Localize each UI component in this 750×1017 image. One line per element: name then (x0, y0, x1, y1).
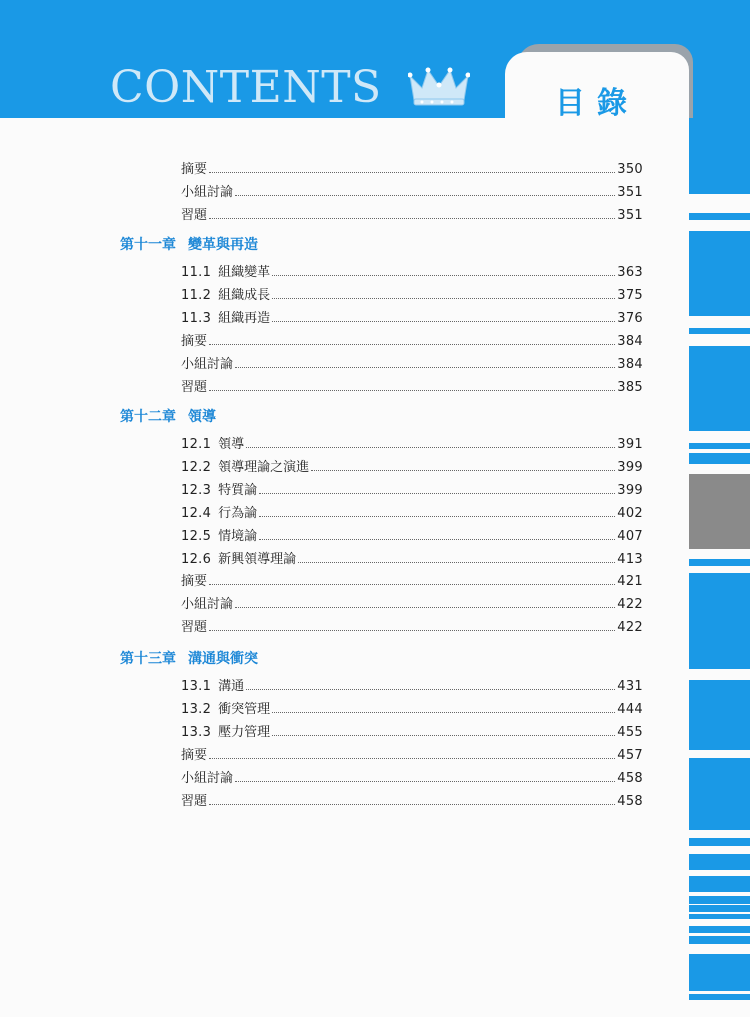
index-stripe (689, 936, 750, 944)
index-stripe (689, 758, 750, 830)
toc-entry[interactable] (181, 767, 643, 787)
entry-title: 壓力管理 (218, 724, 271, 740)
page-number: 457 (617, 747, 643, 763)
index-stripe (689, 994, 750, 1000)
dot-leader (259, 502, 615, 517)
index-stripe (689, 680, 750, 750)
index-stripe (689, 231, 750, 316)
page-number: 399 (617, 459, 643, 475)
toc-entry[interactable] (181, 744, 643, 764)
entry-title: 小組討論 (181, 770, 234, 786)
toc-entry[interactable] (181, 376, 643, 396)
index-stripe (689, 876, 750, 892)
toc-entry[interactable] (181, 570, 643, 590)
index-stripe (689, 905, 750, 912)
entry-title: 衝突管理 (218, 701, 271, 717)
section-number: 13.3 (181, 724, 212, 740)
entry-title: 領導理論之演進 (218, 459, 310, 475)
entry-title: 領導 (218, 437, 245, 452)
dot-leader (235, 353, 615, 368)
index-stripe (689, 974, 750, 991)
toc-entry[interactable] (181, 616, 643, 636)
entry-title: 習題 (181, 793, 208, 809)
dot-leader (209, 204, 615, 219)
page-number: 431 (617, 679, 643, 694)
index-stripe (689, 926, 750, 933)
index-stripe (689, 964, 750, 974)
dot-leader (272, 721, 615, 736)
index-stripe (689, 346, 750, 431)
section-number: 12.6 (181, 551, 212, 567)
entry-title: 組織變革 (218, 265, 271, 280)
section-number: 11.3 (181, 310, 212, 326)
chapter-number: 第十一章 (120, 237, 176, 253)
contents-heading: CONTENTS (110, 62, 382, 113)
page-number: 455 (617, 724, 643, 740)
entry-title: 小組討論 (181, 356, 234, 372)
side-index-stripes (689, 118, 750, 1017)
chapter-title: 溝通與衝突 (188, 651, 258, 667)
index-stripe (689, 838, 750, 846)
page-number: 458 (617, 770, 643, 786)
toc-entry[interactable] (181, 675, 643, 695)
chapter-title: 變革與再造 (188, 237, 258, 253)
dot-leader (246, 433, 615, 448)
page-number: 421 (617, 574, 643, 590)
page-number: 391 (617, 437, 643, 452)
section-number: 13.1 (181, 679, 212, 694)
dot-leader (209, 744, 615, 759)
entry-title: 摘要 (181, 574, 208, 590)
toc-entry[interactable] (181, 479, 643, 499)
index-stripe (689, 573, 750, 663)
page-number: 407 (617, 528, 643, 544)
entry-title: 摘要 (181, 747, 208, 763)
index-stripe (689, 954, 750, 964)
dot-leader (298, 548, 615, 563)
toc-entry[interactable] (181, 433, 643, 453)
toc-entry[interactable] (181, 548, 643, 568)
page-number: 385 (617, 379, 643, 395)
page-number: 363 (617, 265, 643, 280)
section-number: 11.2 (181, 287, 212, 303)
dot-leader (235, 767, 615, 782)
index-stripe (689, 559, 750, 566)
page-number: 402 (617, 505, 643, 521)
chapter-heading[interactable] (120, 406, 216, 428)
dot-leader (272, 698, 615, 713)
chapter-number: 第十三章 (120, 651, 176, 667)
dot-leader (246, 675, 615, 690)
section-number: 12.3 (181, 482, 212, 498)
page-number: 422 (617, 620, 643, 636)
entry-title: 小組討論 (181, 184, 234, 200)
index-stripe (689, 854, 750, 870)
dot-leader (272, 261, 615, 276)
toc-entry[interactable] (181, 204, 643, 224)
page-number: 422 (617, 597, 643, 613)
entry-title: 摘要 (181, 162, 208, 177)
page-number: 413 (617, 551, 643, 567)
entry-title: 習題 (181, 207, 208, 223)
dot-leader (272, 284, 615, 299)
dot-leader (209, 330, 615, 345)
page-number: 350 (617, 162, 643, 177)
entry-title: 行為論 (218, 505, 258, 521)
entry-title: 特質論 (218, 482, 258, 498)
dot-leader (209, 158, 615, 173)
dot-leader (235, 593, 615, 608)
entry-title: 摘要 (181, 333, 208, 349)
page-number: 458 (617, 793, 643, 809)
dot-leader (209, 790, 615, 805)
chapter-heading[interactable] (120, 234, 258, 256)
entry-title: 新興領導理論 (218, 551, 297, 567)
toc-entry[interactable] (181, 456, 643, 476)
toc-entry[interactable] (181, 721, 643, 741)
index-stripe (689, 443, 750, 449)
chapter-heading[interactable] (120, 648, 258, 670)
entry-title: 習題 (181, 620, 208, 636)
entry-title: 小組討論 (181, 597, 234, 613)
page-title: 目錄 (555, 86, 639, 121)
page-number: 384 (617, 333, 643, 349)
toc-entry[interactable] (181, 330, 643, 350)
page-number: 399 (617, 482, 643, 498)
toc-entry[interactable] (181, 698, 643, 718)
section-number: 12.5 (181, 528, 212, 544)
toc-entry[interactable] (181, 307, 643, 327)
dot-leader (311, 456, 615, 471)
index-stripe (689, 663, 750, 669)
toc-entry[interactable] (181, 593, 643, 613)
dot-leader (259, 479, 615, 494)
dot-leader (209, 570, 615, 585)
dot-leader (272, 307, 615, 322)
entry-title: 溝通 (218, 679, 245, 694)
section-number: 12.1 (181, 437, 212, 452)
index-stripe (689, 474, 750, 549)
dot-leader (209, 376, 615, 391)
dot-leader (235, 181, 615, 196)
toc-entry[interactable] (181, 158, 643, 178)
toc-entry[interactable] (181, 284, 643, 304)
chapter-number: 第十二章 (120, 409, 176, 425)
toc-entry[interactable] (181, 502, 643, 522)
index-stripe (689, 896, 750, 904)
toc-entry[interactable] (181, 353, 643, 373)
entry-title: 組織再造 (218, 310, 271, 326)
section-number: 11.1 (181, 265, 212, 280)
entry-title: 情境論 (218, 528, 258, 544)
toc-entry[interactable] (181, 525, 643, 545)
crown-icon (408, 66, 470, 108)
page-number: 351 (617, 184, 643, 200)
section-number: 12.2 (181, 459, 212, 475)
page-number: 384 (617, 356, 643, 372)
chapter-title: 領導 (188, 409, 216, 425)
toc-entry[interactable] (181, 790, 643, 810)
page-number: 444 (617, 701, 643, 717)
index-stripe (689, 453, 750, 464)
dot-leader (259, 525, 615, 540)
page-number: 351 (617, 207, 643, 223)
index-stripe (689, 328, 750, 334)
entry-title: 習題 (181, 379, 208, 395)
page-number: 376 (617, 310, 643, 326)
page-number: 375 (617, 287, 643, 303)
index-stripe (689, 213, 750, 220)
section-number: 12.4 (181, 505, 212, 521)
dot-leader (209, 616, 615, 631)
toc-entry[interactable] (181, 261, 643, 281)
toc-entry[interactable] (181, 181, 643, 201)
section-number: 13.2 (181, 701, 212, 717)
entry-title: 組織成長 (218, 287, 271, 303)
index-stripe (689, 914, 750, 919)
index-stripe (689, 118, 750, 194)
